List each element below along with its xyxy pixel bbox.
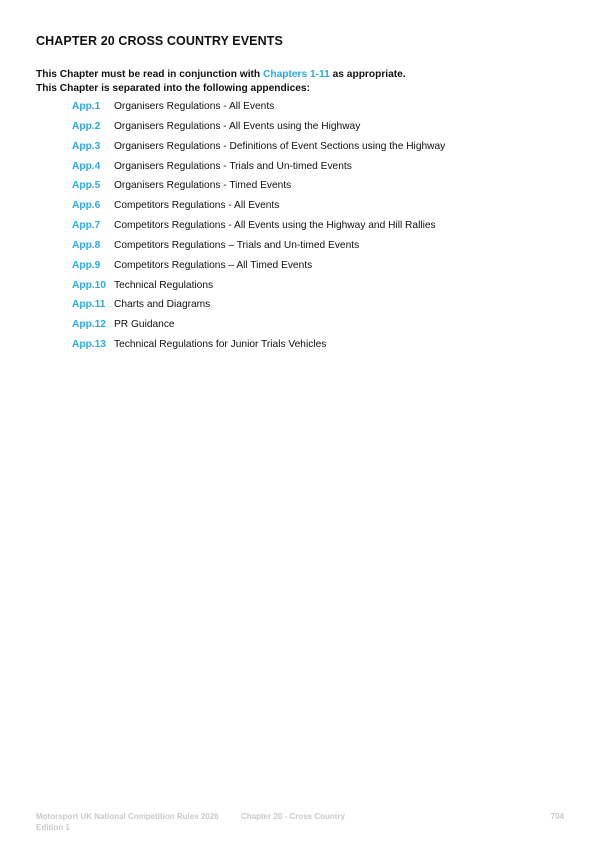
appendix-label: Technical Regulations for Junior Trials Vehicles bbox=[114, 339, 327, 351]
appendix-label: Competitors Regulations - All Events bbox=[114, 200, 280, 212]
appendix-link[interactable]: App.4 bbox=[72, 160, 101, 172]
appendix-link[interactable]: App.3 bbox=[72, 140, 101, 152]
appendix-item bbox=[72, 319, 445, 339]
appendix-link[interactable]: App.13 bbox=[72, 339, 106, 351]
footer-publication bbox=[36, 812, 219, 833]
appendix-label: Organisers Regulations - Definitions of Event Sections using the Highway bbox=[114, 140, 446, 152]
appendix-label: Competitors Regulations – Trials and Un-timed Events bbox=[114, 239, 360, 251]
appendix-item bbox=[72, 141, 445, 161]
appendix-item bbox=[72, 121, 445, 141]
intro-text-before: This Chapter must be read in conjunction with bbox=[36, 69, 263, 80]
appendix-label: PR Guidance bbox=[114, 319, 175, 331]
intro-text-after: as appropriate. bbox=[329, 69, 406, 80]
appendix-link[interactable]: App.8 bbox=[72, 239, 101, 251]
appendix-label: Competitors Regulations – All Timed Events bbox=[114, 259, 313, 271]
appendix-list bbox=[72, 101, 445, 359]
appendix-label: Organisers Regulations - Trials and Un-timed Events bbox=[114, 160, 352, 172]
footer-chapter: Chapter 20 - Cross Country bbox=[241, 812, 346, 821]
appendix-label: Organisers Regulations - Timed Events bbox=[114, 180, 292, 192]
appendix-label: Organisers Regulations - All Events using the Highway bbox=[114, 120, 361, 132]
appendix-link[interactable]: App.1 bbox=[72, 101, 101, 112]
appendix-item bbox=[72, 220, 445, 240]
intro-line-1 bbox=[36, 68, 406, 82]
appendix-item bbox=[72, 200, 445, 220]
appendix-label: Organisers Regulations - All Events bbox=[114, 101, 275, 112]
appendix-label: Charts and Diagrams bbox=[114, 299, 211, 311]
appendix-link[interactable]: App.2 bbox=[72, 120, 101, 132]
footer-edition: Edition 1 bbox=[36, 822, 70, 832]
chapter-intro bbox=[36, 68, 406, 96]
appendix-item bbox=[72, 280, 445, 300]
appendix-label: Competitors Regulations - All Events using the Highway and Hill Rallies bbox=[114, 220, 436, 232]
appendix-item bbox=[72, 299, 445, 319]
appendix-item bbox=[72, 260, 445, 280]
appendix-item bbox=[72, 339, 445, 359]
appendix-item bbox=[72, 101, 445, 121]
footer-publication-title: Motorsport UK National Competition Rules 2026 bbox=[36, 812, 219, 821]
appendix-link[interactable]: App.7 bbox=[72, 220, 101, 232]
appendix-link[interactable]: App.5 bbox=[72, 180, 101, 192]
appendix-link[interactable]: App.9 bbox=[72, 259, 101, 271]
chapter-title: CHAPTER 20 CROSS COUNTRY EVENTS bbox=[36, 34, 283, 48]
appendix-item bbox=[72, 180, 445, 200]
intro-line-2: This Chapter is separated into the following appendices: bbox=[36, 83, 310, 94]
appendix-link[interactable]: App.12 bbox=[72, 319, 106, 331]
appendix-item bbox=[72, 161, 445, 181]
appendix-link[interactable]: App.11 bbox=[72, 299, 106, 311]
appendix-link[interactable]: App.6 bbox=[72, 200, 101, 212]
chapters-link[interactable]: Chapters 1-11 bbox=[262, 69, 330, 80]
footer-page-number: 704 bbox=[550, 812, 564, 821]
appendix-link[interactable]: App.10 bbox=[72, 279, 106, 291]
appendix-label: Technical Regulations bbox=[114, 279, 214, 291]
appendix-item bbox=[72, 240, 445, 260]
